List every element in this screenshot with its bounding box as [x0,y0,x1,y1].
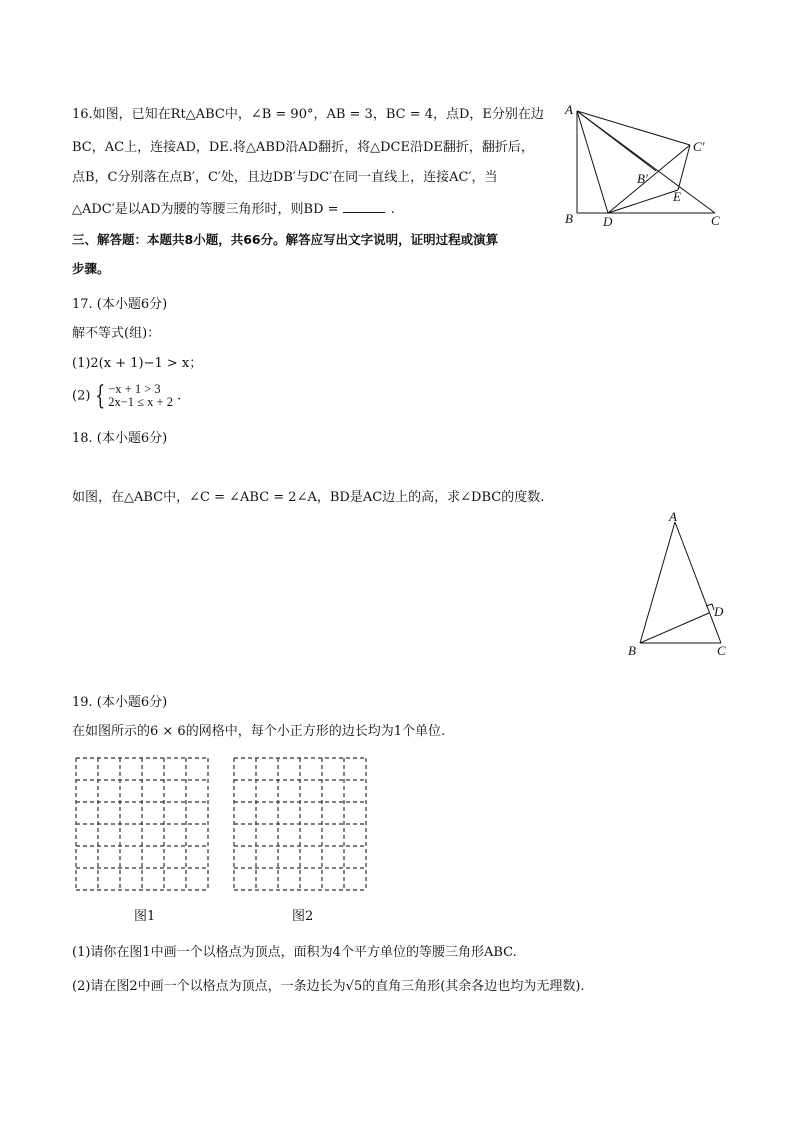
label-E: E [673,189,681,204]
segment-AD [577,111,608,213]
brace-icon: { [94,381,105,411]
answer-blank [343,200,385,213]
segment-BD [640,613,709,643]
label-B: B [565,211,573,226]
q16-figure [565,100,745,230]
q17-part-2-label: (2) [72,388,91,404]
q17-ineq-1: −x + 1 > 3 [108,382,161,396]
segment-AB [640,522,675,643]
segment-AC1 [577,111,690,145]
label-B: B [628,643,636,658]
fig2-caption: 图2 [292,909,314,924]
q16-line-2: BC，AC上，连接AD，DE.将△ABD沿AD翻折，将△DCE沿DE翻折，翻折后， [72,140,534,155]
label-B-prime: B′ [637,171,648,186]
q17-part-2 [72,383,181,409]
q19-intro: 在如图所示的6 × 6的网格中，每个小正方形的边长均为1个单位. [72,724,446,739]
label-D: D [603,214,613,229]
q19-part-1: (1)请你在图1中画一个以格点为顶点，面积为4个平方单位的等腰三角形ABC. [72,945,517,960]
q17-system [108,383,173,409]
label-C: C [717,643,726,658]
q16-line-4-text: △ADC′是以AD为腰的等腰三角形时，则BD = [72,202,343,217]
section-3-heading: 三、解答题：本题共8小题，共66分。解答应写出文字说明，证明过程或演算 [72,232,499,247]
q16-line-4-end: . [390,202,395,217]
q19-part-2: (2)请在图2中画一个以格点为顶点，一条边长为√5的直角三角形(其余各边也均为无理数). [72,979,585,994]
q16-line-3: 点B，C分别落在点B′，C′处，且边DB′与DC′在同一直线上，连接AC′，当 [72,170,498,185]
fig1-caption: 图1 [134,909,156,924]
q19-title: 19. (本小题6分) [72,695,168,710]
grid-figure-1 [74,756,214,896]
q17-ineq-2: 2x−1 ≤ x + 2 [108,395,173,409]
q16-line-1: 16.如图，已知在Rt△ABC中，∠B = 90°，AB = 3，BC = 4，点D，E分别在边 [72,107,544,122]
segment-DE [608,190,678,213]
q17-title: 17. (本小题6分) [72,297,168,312]
q16-line-4 [72,198,395,217]
segment-C1E [678,145,690,190]
grid-figure-2 [232,756,372,896]
q18-title: 18. (本小题6分) [72,431,168,446]
q17-intro: 解不等式(组)： [72,326,161,341]
segment-AB1 [577,111,656,171]
label-A: A [565,102,573,117]
q17-part-2-end: . [177,388,182,404]
q18-text: 如图，在△ABC中，∠C = ∠ABC = 2∠A，BD是AC边上的高，求∠DBC的度数. [72,490,545,505]
label-C-prime: C′ [693,139,705,154]
label-D: D [714,604,724,619]
label-A: A [669,509,677,524]
label-C: C [711,213,720,228]
section-3-heading-cont: 步骤。 [72,261,110,276]
q17-part-1: (1)2(x + 1)−1 > x； [72,356,203,371]
q18-figure [625,510,735,660]
